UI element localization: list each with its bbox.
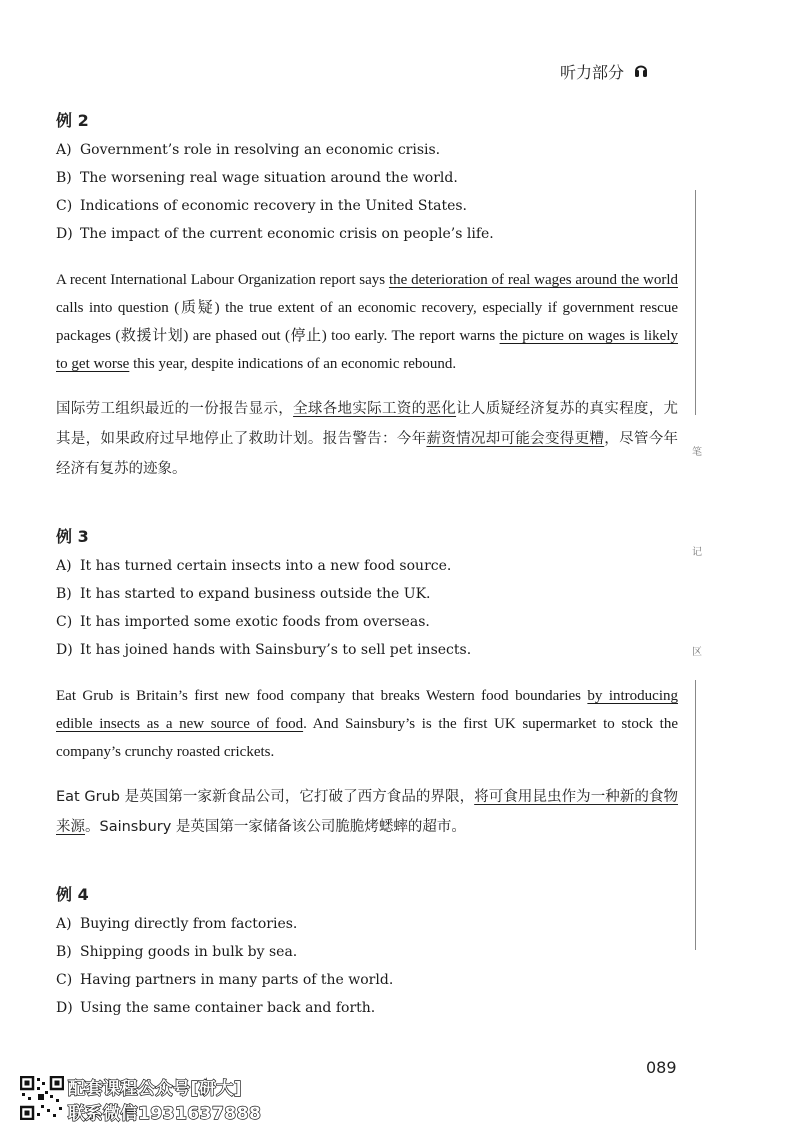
passage-english: [56, 266, 678, 378]
passage-segment: A recent International Labour Organization report says: [56, 272, 389, 288]
option-letter: A): [56, 916, 72, 932]
example-3: [56, 524, 678, 842]
page-header: [560, 58, 648, 84]
passage-underlined-segment: the picture on wages is likely to get worse: [56, 328, 678, 372]
option-item: [56, 938, 678, 966]
example-title: 例 2: [56, 111, 89, 130]
example-title: 例 3: [56, 527, 89, 546]
passage-underlined-segment: 将可食用昆虫作为一种新的食物来源: [56, 789, 679, 835]
option-text: It has turned certain insects into a new food source.: [80, 558, 452, 574]
passage-underlined-segment: by introducing edible insects as a new source of food: [56, 688, 678, 732]
passage-underlined-segment: the deterioration of real wages around the world: [388, 272, 678, 288]
option-item: [56, 966, 678, 994]
example-2: [56, 108, 678, 484]
option-item: [56, 164, 678, 192]
promo-course-account: 配套课程公众号[研大]: [68, 1079, 243, 1099]
option-text: Buying directly from factories.: [80, 916, 298, 932]
passage-english: [56, 682, 678, 766]
option-letter: B): [56, 586, 72, 602]
option-letter: C): [56, 972, 73, 988]
option-text: Having partners in many parts of the world.: [80, 972, 394, 988]
qr-code-icon: [20, 1076, 64, 1120]
option-item: [56, 910, 678, 938]
page-content: [56, 108, 678, 1022]
option-letter: D): [56, 226, 73, 242]
example-4: [56, 882, 678, 1022]
passage-segment: Eat Grub is Britain’s first new food company that breaks Western food boundaries: [56, 688, 588, 704]
option-item: [56, 608, 678, 636]
option-text: It has imported some exotic foods from overseas.: [80, 614, 430, 630]
option-letter: C): [56, 614, 73, 630]
margin-rule: [695, 190, 696, 415]
passage-segment: Eat Grub 是英国第一家新食品公司，它打破了西方食品的界限，: [56, 789, 475, 805]
option-list: [56, 910, 678, 1022]
option-item: [56, 580, 678, 608]
option-text: Shipping goods in bulk by sea.: [80, 944, 298, 960]
passage-underlined-segment: 薪资情况却可能会变得更糟: [426, 431, 605, 447]
option-item: [56, 192, 678, 220]
promo-wechat-contact: 联系微信1931637888: [68, 1104, 262, 1124]
passage-segment: ，尽管今年经济有复苏的迹象。: [56, 431, 679, 477]
option-text: It has joined hands with Sainsbury’s to sell pet insects.: [80, 642, 472, 658]
passage-segment: 让人质疑经济复苏的真实程度，尤其是，如果政府过早地停止了救助计划。报告警告：今年: [56, 401, 679, 447]
section-title: 听力部分: [560, 62, 625, 82]
passage-segment: 国际劳工组织最近的一份报告显示，: [56, 401, 294, 417]
option-item: [56, 220, 678, 248]
margin-label-notes-1: 笔: [692, 447, 702, 458]
option-letter: B): [56, 170, 72, 186]
option-text: Indications of economic recovery in the United States.: [80, 198, 468, 214]
option-item: [56, 636, 678, 664]
passage-segment: this year, despite indications of an economic rebound.: [129, 356, 457, 372]
passage-segment: 。Sainsbury 是英国第一家储备该公司脆脆烤蟋蟀的超市。: [85, 819, 466, 835]
passage-chinese: [56, 394, 678, 484]
passage-segment: . And Sainsbury’s is the first UK supermarket to stock the company’s crunchy roasted crickets.: [56, 716, 678, 760]
option-item: [56, 552, 678, 580]
example-title: 例 4: [56, 885, 89, 904]
option-text: Government’s role in resolving an economic crisis.: [80, 142, 441, 158]
option-list: [56, 136, 678, 248]
margin-label-notes-3: 区: [692, 647, 702, 658]
margin-rule: [695, 680, 696, 950]
page-number: 089: [646, 1058, 677, 1077]
option-text: Using the same container back and forth.: [80, 1000, 376, 1016]
option-letter: A): [56, 558, 72, 574]
option-text: The worsening real wage situation around the world.: [80, 170, 458, 186]
margin-label-notes-2: 记: [692, 547, 702, 558]
option-letter: D): [56, 1000, 73, 1016]
option-text: It has started to expand business outside the UK.: [80, 586, 431, 602]
passage-segment: calls into question (质疑) the true extent of an economic recovery, especially if government rescue packages (救援计划) are phased out (停止) too early. The report warns: [56, 300, 678, 344]
option-list: [56, 552, 678, 664]
option-item: [56, 994, 678, 1022]
option-text: The impact of the current economic crisis on people’s life.: [80, 226, 494, 242]
option-letter: B): [56, 944, 72, 960]
option-letter: A): [56, 142, 72, 158]
option-item: [56, 136, 678, 164]
passage-chinese: [56, 782, 678, 842]
headphones-icon: [634, 62, 648, 80]
option-letter: D): [56, 642, 73, 658]
passage-underlined-segment: 全球各地实际工资的恶化: [293, 401, 457, 417]
option-letter: C): [56, 198, 73, 214]
